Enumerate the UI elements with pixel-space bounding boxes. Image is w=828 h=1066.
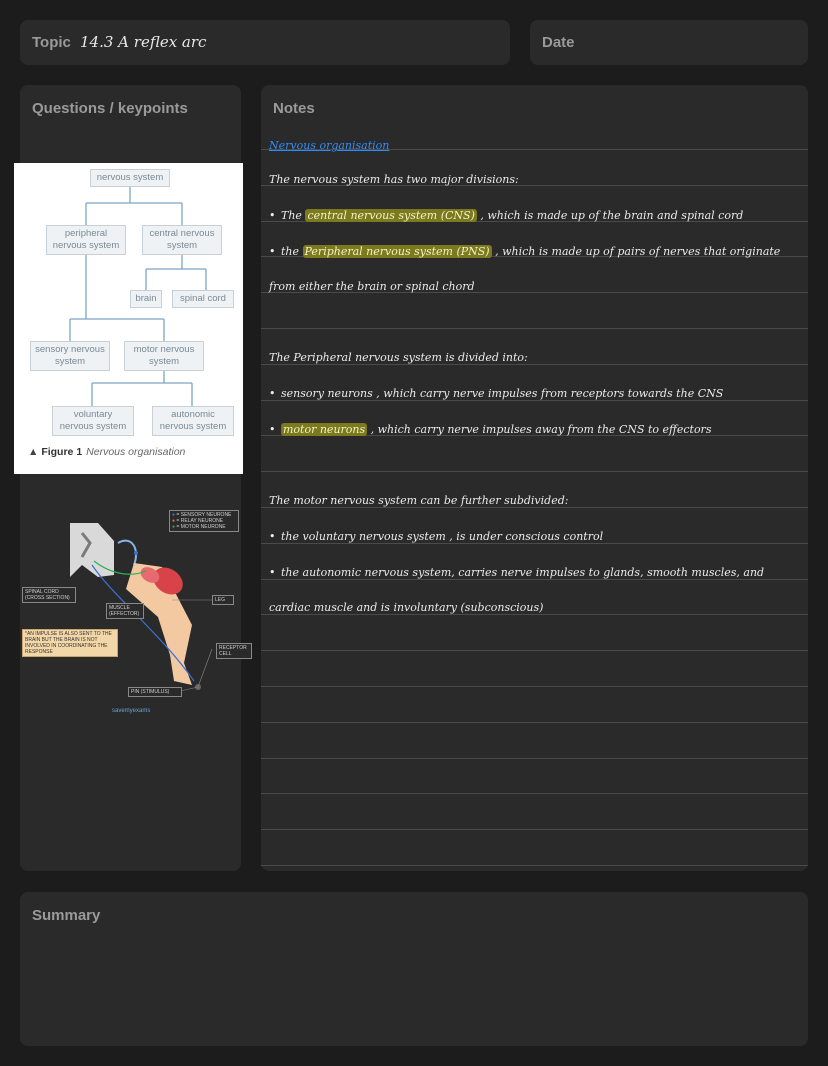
- note-line: [269, 173, 519, 186]
- node-peripheral: peripheral nervous system: [46, 225, 126, 255]
- reflex-arc-diagram: [22, 505, 247, 720]
- note-text: , which carry nerve impulses away from the CNS to effectors: [367, 423, 712, 436]
- label-leg: LEG: [212, 595, 234, 605]
- notes-panel[interactable]: [261, 85, 808, 871]
- legend-relay: ● = RELAY NEURONE: [172, 518, 224, 524]
- note-line: [269, 423, 711, 436]
- topic-label: Topic: [32, 34, 71, 51]
- note-text: The nervous system has two major divisions:: [269, 173, 519, 186]
- note-text: the: [281, 245, 303, 258]
- ruled-line: [261, 758, 808, 759]
- ruled-line: [261, 829, 808, 830]
- node-voluntary: voluntary nervous system: [52, 406, 134, 436]
- label-receptor: RECEPTOR CELL: [216, 643, 252, 659]
- note-text: , which is made up of pairs of nerves that originate: [491, 245, 781, 258]
- ruled-line: [261, 614, 808, 615]
- bullet-icon: •: [269, 566, 276, 579]
- ruled-line: [261, 507, 808, 508]
- node-spinal-cord: spinal cord: [172, 290, 234, 308]
- caption-text: Nervous organisation: [86, 446, 186, 458]
- node-central: central nervous system: [142, 225, 222, 255]
- summary-panel[interactable]: [20, 892, 808, 1046]
- legend-motor: ● = MOTOR NEURONE: [172, 524, 226, 530]
- bullet-icon: •: [269, 423, 276, 436]
- ruled-line: [261, 865, 808, 866]
- ruled-line: [261, 793, 808, 794]
- neurone-legend: [169, 510, 239, 532]
- note-text: cardiac muscle and is involuntary (subconscious): [269, 601, 544, 614]
- caption-label: Figure 1: [41, 446, 83, 458]
- figure-caption: [28, 446, 185, 458]
- note-text: The: [281, 209, 306, 222]
- node-autonomic: autonomic nervous system: [152, 406, 234, 436]
- topic-field[interactable]: [20, 20, 510, 65]
- label-note: *AN IMPULSE IS ALSO SENT TO THE BRAIN BUT THE BRAIN IS NOT INVOLVED IN COORDINATING THE RESPONSE: [22, 629, 118, 657]
- notes-heading: Nervous organisation: [269, 139, 390, 152]
- bullet-icon: •: [269, 530, 276, 543]
- bullet-icon: •: [269, 245, 276, 258]
- ruled-line: [261, 471, 808, 472]
- note-line: [269, 494, 568, 507]
- ruled-line: [261, 650, 808, 651]
- date-field[interactable]: [530, 20, 808, 65]
- date-label: Date: [542, 34, 575, 51]
- questions-title: Questions / keypoints: [32, 100, 188, 117]
- ruled-line: [261, 328, 808, 329]
- bullet-icon: •: [269, 209, 276, 222]
- legend-sensory: ● = SENSORY NEURONE: [172, 512, 232, 518]
- node-sensory: sensory nervous system: [30, 341, 110, 371]
- note-line: [269, 280, 475, 293]
- label-spinal-cord: SPINAL CORD (CROSS SECTION): [22, 587, 76, 603]
- label-muscle: MUSCLE (EFFECTOR): [106, 603, 144, 619]
- highlighted-term: motor neurons: [283, 423, 366, 436]
- note-line: [269, 387, 723, 400]
- highlighted-term: Peripheral nervous system (PNS): [304, 245, 490, 258]
- note-line: [269, 351, 528, 364]
- note-text: , which is made up of the brain and spinal cord: [476, 209, 744, 222]
- highlighted-term: central nervous system (CNS): [307, 209, 475, 222]
- node-motor: motor nervous system: [124, 341, 204, 371]
- label-pin: PIN (STIMULUS): [128, 687, 182, 697]
- ruled-line: [261, 722, 808, 723]
- notes-title: Notes: [273, 100, 315, 117]
- node-brain: brain: [130, 290, 162, 308]
- note-text: from either the brain or spinal chord: [269, 280, 475, 293]
- note-text: The Peripheral nervous system is divided into:: [269, 351, 528, 364]
- note-text: sensory neurons , which carry nerve impulses from receptors towards the CNS: [281, 387, 724, 400]
- ruled-line: [261, 686, 808, 687]
- node-nervous-system: nervous system: [90, 169, 170, 187]
- note-text: The motor nervous system can be further subdivided:: [269, 494, 569, 507]
- note-text: the autonomic nervous system, carries nerve impulses to glands, smooth muscles, and: [281, 566, 765, 579]
- summary-title: Summary: [32, 907, 101, 924]
- topic-value[interactable]: 14.3 A reflex arc: [80, 33, 207, 51]
- note-text: the voluntary nervous system , is under conscious control: [281, 530, 604, 543]
- bullet-icon: •: [269, 387, 276, 400]
- note-line: [269, 601, 543, 614]
- brand-logo: savemyexams: [112, 708, 151, 714]
- note-line: [269, 530, 603, 543]
- note-line: [269, 566, 764, 579]
- caption-triangle-icon: ▲: [28, 446, 42, 458]
- note-line: [269, 209, 743, 222]
- nervous-organisation-figure: [14, 163, 243, 474]
- note-line: [269, 245, 780, 258]
